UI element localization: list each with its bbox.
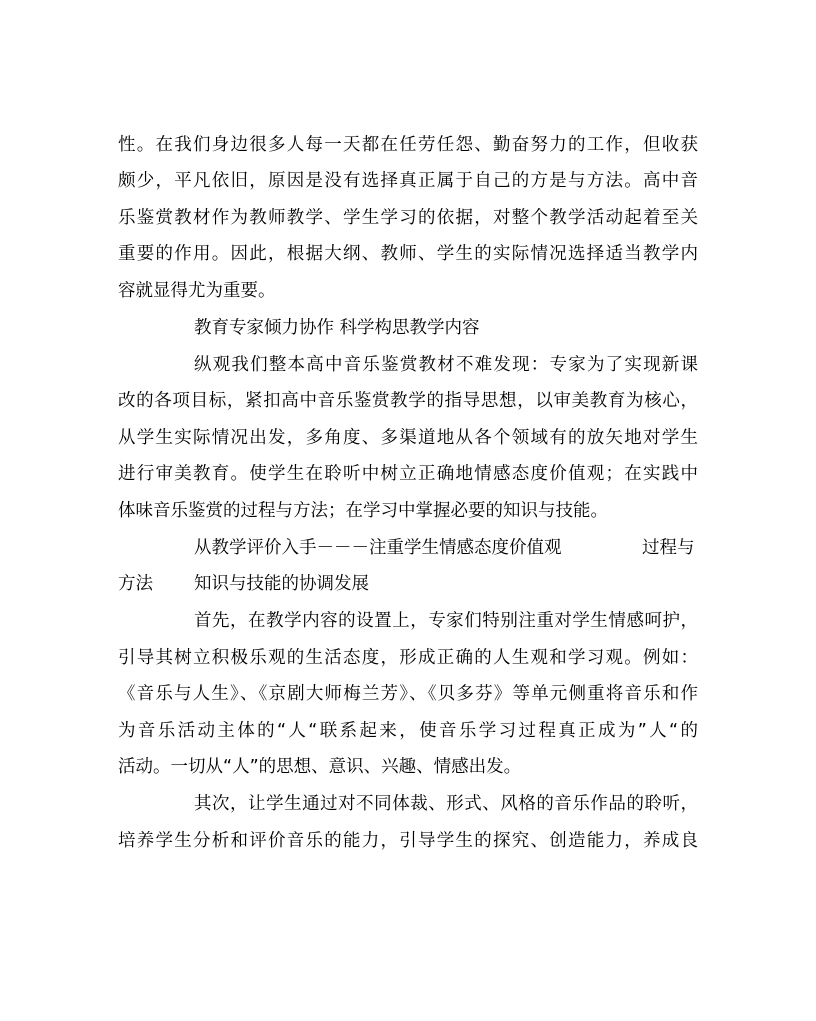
section-heading: 从教学评价入手－－－注重学生情感态度价值观	[194, 538, 562, 558]
paragraph-line: 纵观我们整本高中音乐鉴赏教材不难发现：专家为了实现新课	[194, 355, 698, 375]
paragraph-line: 首先，在教学内容的设置上，专家们特别注重对学生情感呵护，	[194, 611, 698, 631]
paragraph-line: 活动。一切从“人”的思想、意识、兴趣、情感出发。	[118, 757, 522, 777]
paragraph-line: 进行审美教育。使学生在聆听中树立正确地情感态度价值观；在实践中	[118, 464, 698, 484]
paragraph-line: 引导其树立积极乐观的生活态度，形成正确的人生观和学习观。例如：	[118, 648, 698, 668]
paragraph-line: 其次，让学生通过对不同体裁、形式、风格的音乐作品的聆听，	[194, 794, 698, 814]
section-heading-part: 过程与	[642, 538, 695, 558]
section-heading-part: 方法	[118, 574, 153, 594]
paragraph-line: 重要的作用。因此，根据大纲、教师、学生的实际情况选择适当教学内	[118, 244, 698, 264]
paragraph-line: 颇少，平凡依旧，原因是没有选择真正属于自己的方是与方法。高中音	[118, 171, 698, 191]
section-heading: 教育专家倾力协作 科学构思教学内容	[194, 318, 480, 338]
paragraph-line: 性。在我们身边很多人每一天都在任劳任怨、勤奋努力的工作，但收获	[118, 135, 698, 155]
paragraph-line: 改的各项目标，紧扣高中音乐鉴赏教学的指导思想，以审美教育为核心，	[118, 391, 698, 411]
paragraph-line: 培养学生分析和评价音乐的能力，引导学生的探究、创造能力，养成良	[118, 831, 698, 851]
paragraph-line: 从学生实际情况出发，多角度、多渠道地从各个领域有的放矢地对学生	[118, 428, 698, 448]
paragraph-line: 容就显得尤为重要。	[118, 281, 276, 301]
paragraph-line: 乐鉴赏教材作为教师教学、学生学习的依据，对整个教学活动起着至关	[118, 208, 698, 228]
section-heading-part: 知识与技能的协调发展	[194, 574, 369, 594]
paragraph-line: 《音乐与人生》、《京剧大师梅兰芳》、《贝多芬》等单元侧重将音乐和作	[118, 684, 698, 704]
paragraph-line: 为音乐活动主体的“人“联系起来，使音乐学习过程真正成为”人“的	[118, 721, 698, 741]
paragraph-line: 体味音乐鉴赏的过程与方法；在学习中掌握必要的知识与技能。	[118, 501, 608, 521]
